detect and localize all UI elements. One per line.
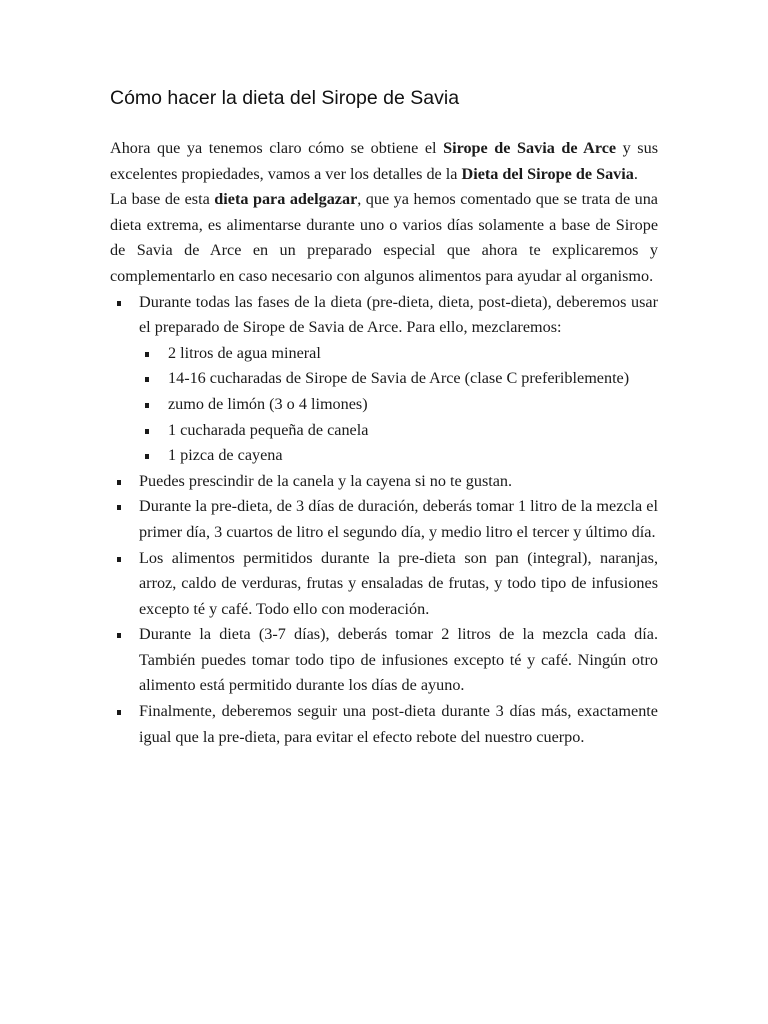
intro-bold-1: Sirope de Savia de Arce [443,139,617,157]
list-item [110,290,658,469]
diet-steps-list [110,290,658,751]
ingredient-item: 1 cucharada pequeña de canela [139,418,658,444]
list-item-text: Durante todas las fases de la dieta (pre-dieta, dieta, post-dieta), deberemos usar el preparado de Sirope de Savia de Arce. Para ello, mezclaremos: [139,292,658,337]
intro-text-2: y sus excelentes propiedades, vamos a ver los detalles de la [110,139,658,183]
base-paragraph [110,187,658,289]
intro-bold-2: Dieta del Sirope de Savia [461,164,634,183]
list-item: Durante la dieta (3-7 días), deberás tomar 2 litros de la mezcla cada día. También puedes tomar todo tipo de infusiones excepto té y café. Ningún otro alimento está permitido durante los días de ayuno. [110,622,658,699]
list-item: Puedes prescindir de la canela y la cayena si no te gustan. [110,469,658,495]
ingredients-list [139,341,658,469]
ingredient-item: 2 litros de agua mineral [139,341,658,367]
base-text-2: , que ya hemos comentado que se trata de una dieta extrema, es alimentarse durante uno o varios días solamente a base de Sirope de Savia de Arce en un preparado especial que ahora te explicaremos y complementarlo en caso necesario con algunos alimentos para ayudar al organismo. [110,190,658,285]
list-item: Finalmente, deberemos seguir una post-dieta durante 3 días más, exactamente igual que la pre-dieta, para evitar el efecto rebote del nuestro cuerpo. [110,699,658,750]
ingredient-item: 1 pizca de cayena [139,443,658,469]
article-body [110,136,658,750]
intro-text-1: Ahora que ya tenemos claro cómo se obtiene el [110,139,444,157]
intro-text-3: . [633,164,638,183]
intro-paragraph [110,136,658,187]
base-bold-1: dieta para adelgazar [214,190,358,209]
ingredient-item: 14-16 cucharadas de Sirope de Savia de Arce (clase C preferiblemente) [139,366,658,392]
ingredient-item: zumo de limón (3 o 4 limones) [139,392,658,418]
list-item: Los alimentos permitidos durante la pre-dieta son pan (integral), naranjas, arroz, caldo de verduras, frutas y ensaladas de frutas, y todo tipo de infusiones excepto té y café. Todo ello con moderación. [110,546,658,623]
page-title: Cómo hacer la dieta del Sirope de Savia [110,87,460,109]
base-text-1: La base de esta [110,190,215,209]
list-item: Durante la pre-dieta, de 3 días de duración, deberás tomar 1 litro de la mezcla el primer día, 3 cuartos de litro el segundo día, y medio litro el tercer y último día. [110,494,658,545]
